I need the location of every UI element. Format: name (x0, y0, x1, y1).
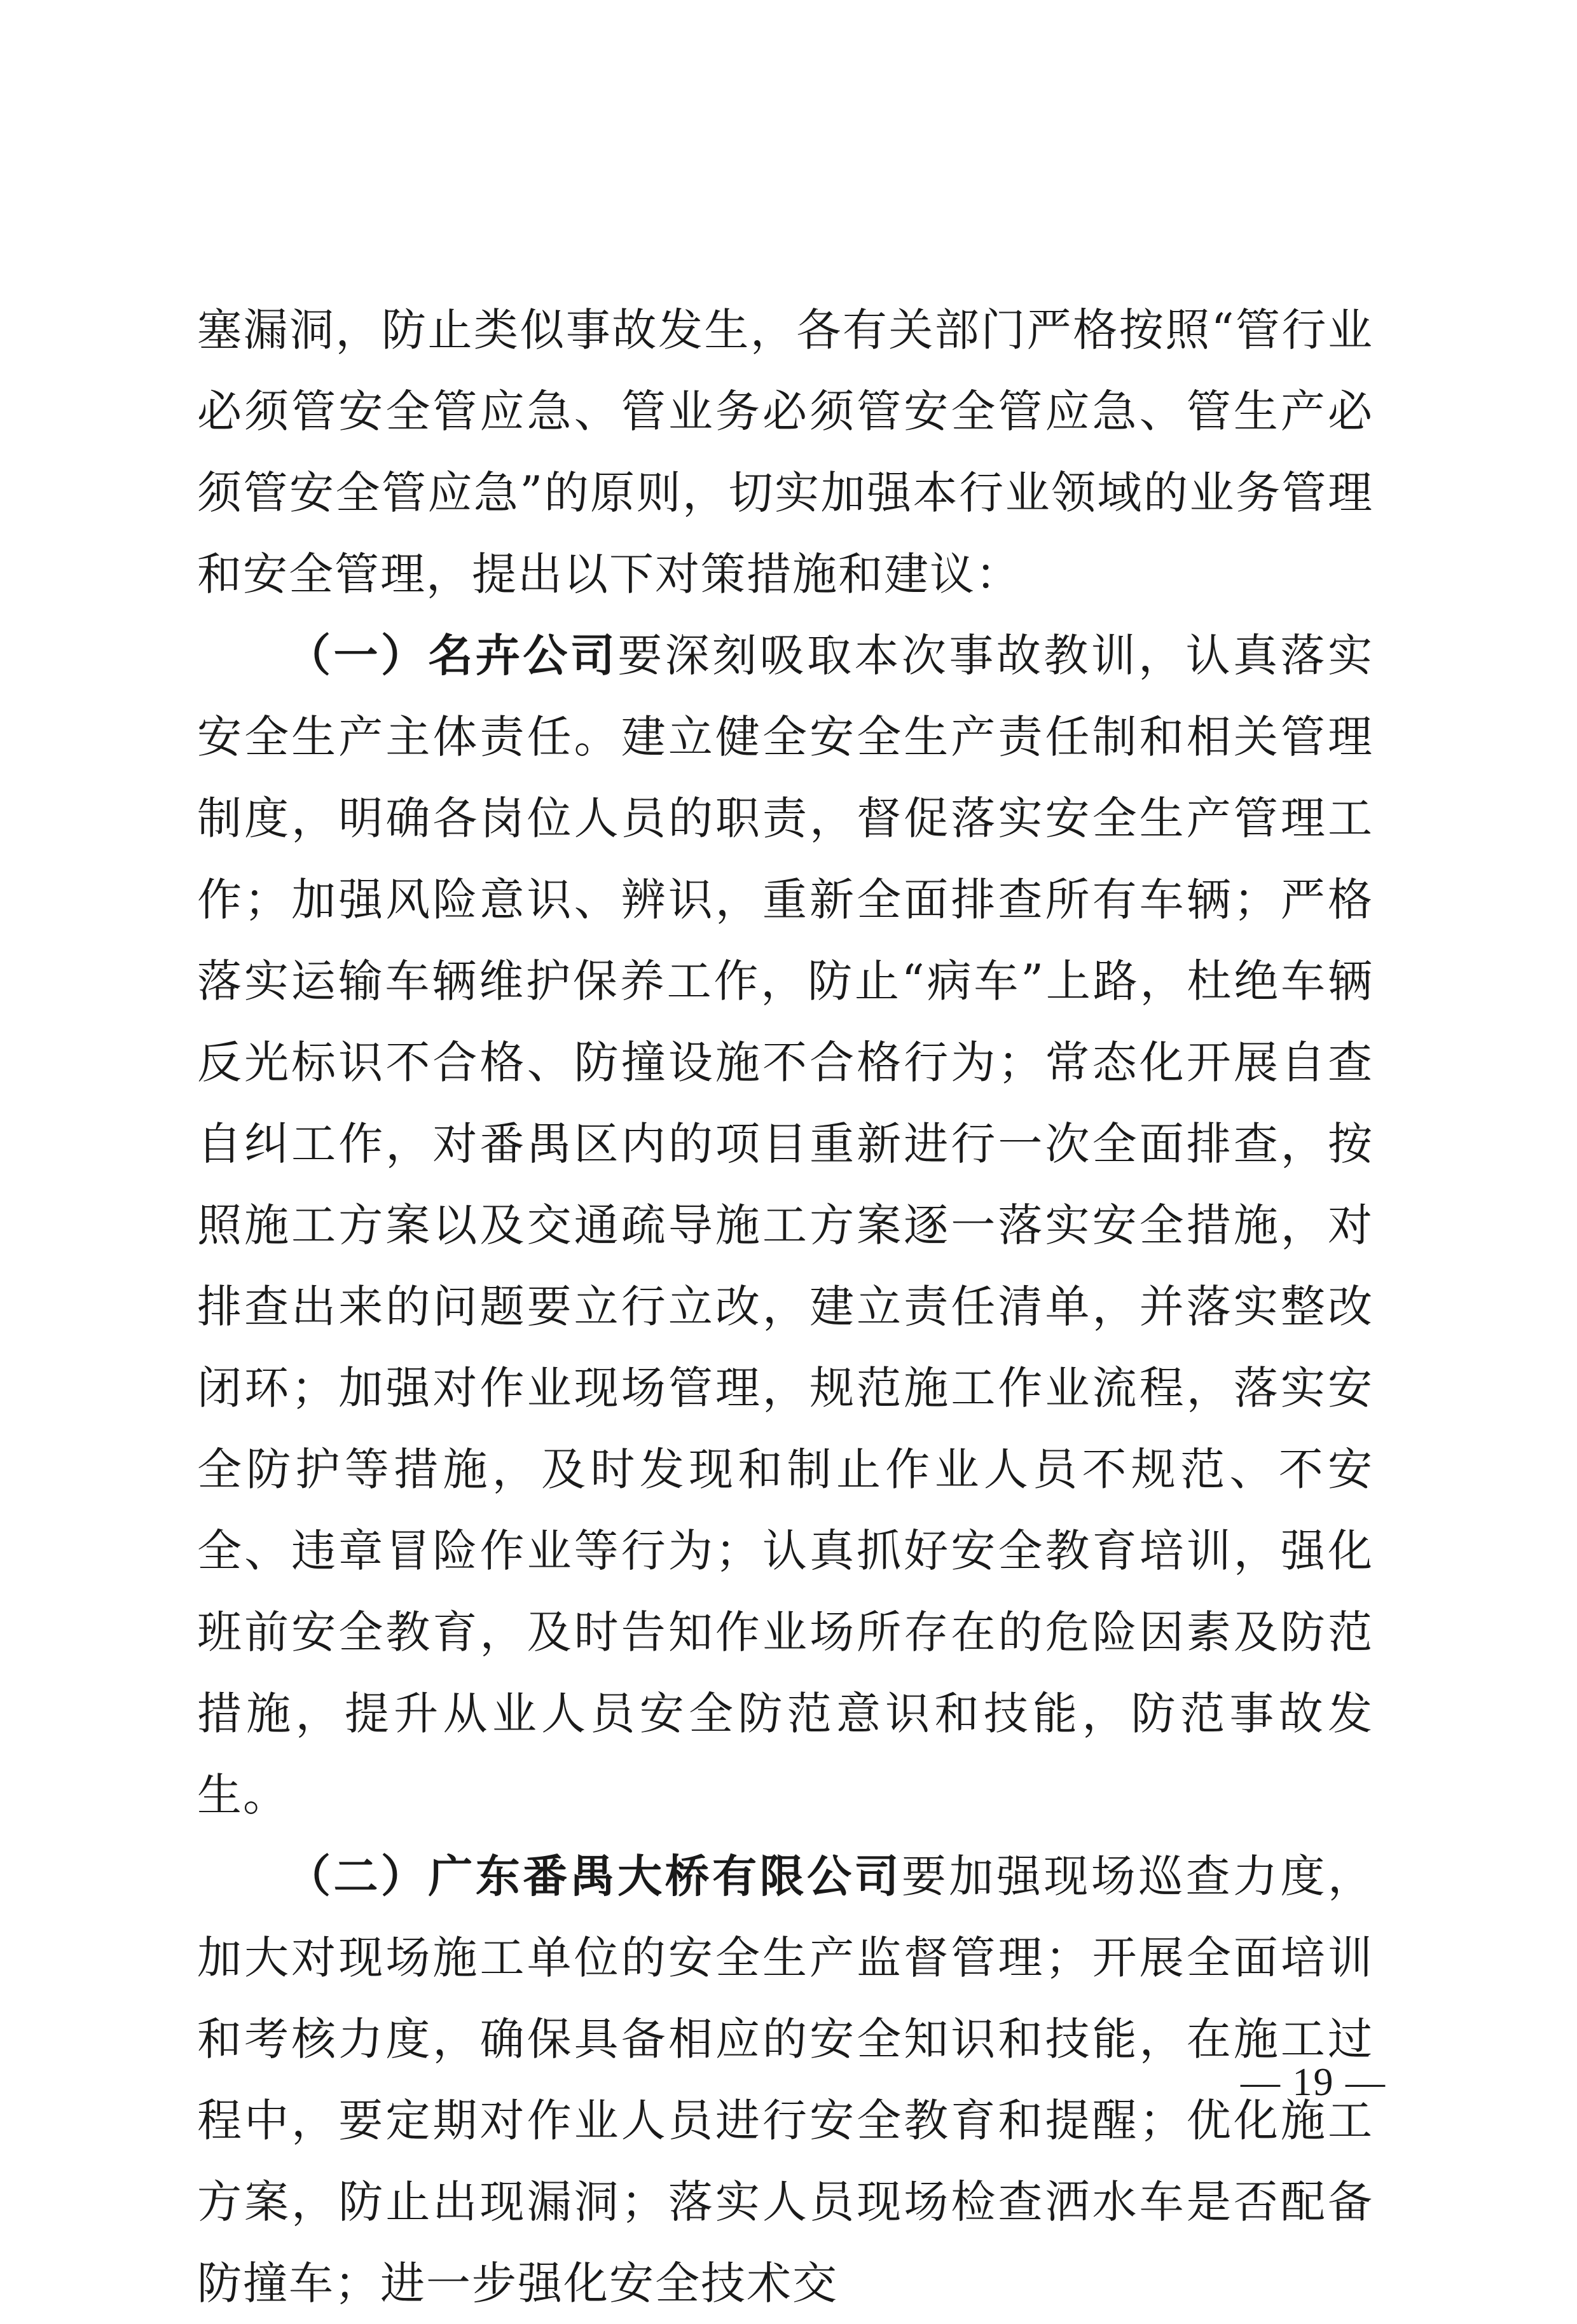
paragraph-section-1 (197, 615, 1374, 1836)
paragraph-text: 要深刻吸取本次事故教训，认真落实安全生产主体责任。建立健全安全生产责任制和相关管理制度，明确各岗位人员的职责，督促落实安全生产管理工作；加强风险意识、辨识，重新全面排查所有车辆；严格落实运输车辆维护保养工作，防止“病车”上路，杜绝车辆反光标识不合格、防撞设施不合格行为；常态化开展自查自纠工作，对番禺区内的项目重新进行一次全面排查，按照施工方案以及交通疏导施工方案逐一落实安全措施，对排查出来的问题要立行立改，建立责任清单，并落实整改闭环；加强对作业现场管理，规范施工作业流程，落实安全防护等措施，及时发现和制止作业人员不规范、不安全、违章冒险作业等行为；认真抓好安全教育培训，强化班前安全教育，及时告知作业场所存在的危险因素及防范措施，提升从业人员安全防范意识和技能，防范事故发生。 (197, 629, 1374, 1821)
body-text (197, 289, 1374, 2324)
paragraph-continuation (197, 289, 1374, 615)
paragraph-text: 塞漏洞，防止类似事故发生，各有关部门严格按照“管行业必须管安全管应急、管业务必须管安全管应急、管生产必须管安全管应急”的原则，切实加强本行业领域的业务管理和安全管理，提出以下对策措施和建议： (197, 304, 1374, 600)
page-number: — 19 — (1241, 2061, 1386, 2104)
section-heading: （一）名卉公司 (286, 629, 618, 682)
paragraph-text: 要加强现场巡查力度，加大对现场施工单位的安全生产监督管理；开展全面培训和考核力度，确保具备相应的安全知识和技能，在施工过程中，要定期对作业人员进行安全教育和提醒；优化施工方案，防止出现漏洞；落实人员现场检查洒水车是否配备防撞车；进一步强化安全技术交 (197, 1850, 1374, 2309)
section-heading: （二）广东番禺大桥有限公司 (286, 1850, 902, 1902)
